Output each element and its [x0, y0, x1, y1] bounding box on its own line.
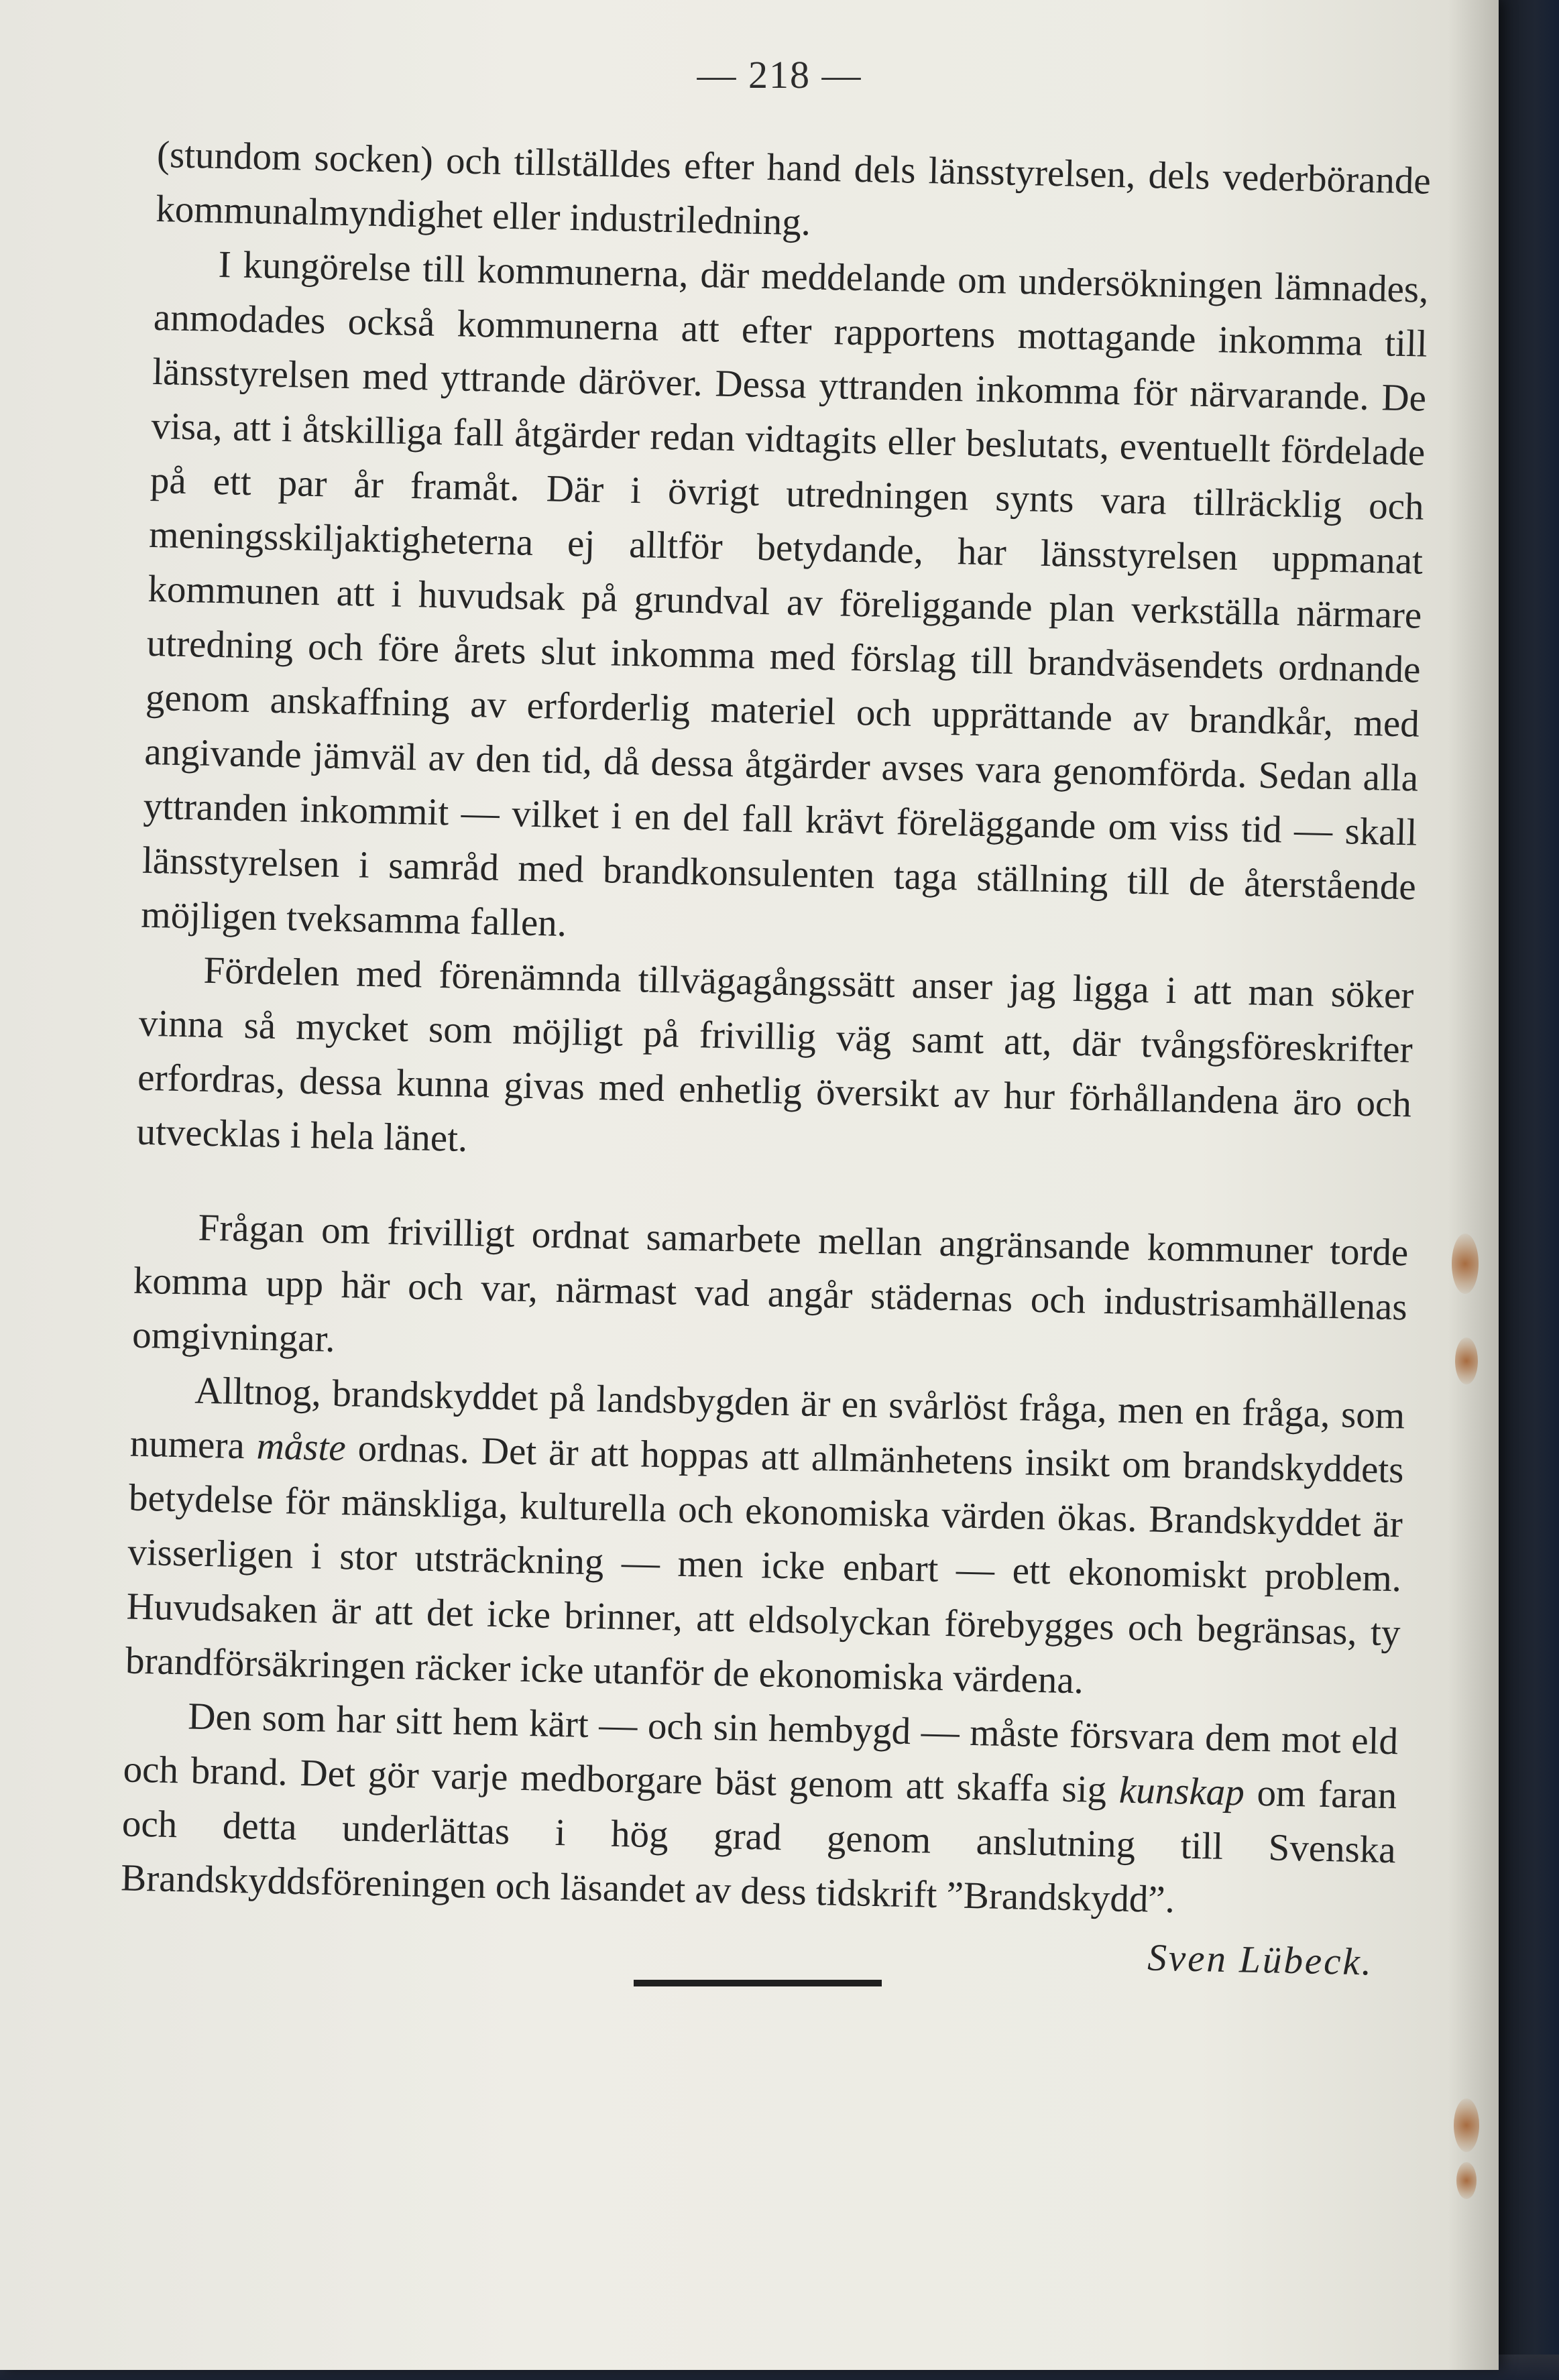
article-body: [119, 127, 1432, 1990]
paragraph-4: [131, 1199, 1409, 1389]
emphasis-text: måste: [256, 1425, 347, 1470]
paragraph-text: I kungörelse till kommunerna, där meddelande om undersökningen lämnades, anmodades också kommunerna att efter rapportens mottagande inkomma till länsstyrelsen med yttrande däröver. Dessa yttranden inkomma för närvarande. De visa, att i åtskilliga fall åtgärder redan vidtagits eller beslutats, eventuellt fördelade på ett par år framåt. Där i övrigt utredningen synts vara tillräcklig och meningsskiljaktigheterna ej alltför betydande, har länsstyrelsen uppmanat kommunen att i huvudsak på grundval av föreliggande plan verkställa närmare utredning och före årets slut inkomma med förslag till brandväsendets ordnande genom anskaffning av erforderlig materiel och upprättande av brandkår, med angivande jämväl av den tid, då dessa åtgärder avses vara genomförda. Sedan alla yttranden inkommit — vilket i en del fall krävt föreläggande om viss tid — skall länsstyrelsen i samråd med brandkonsulenten taga ställning till de återstående möjligen tveksamma fallen.: [140, 243, 1430, 945]
paragraph-text: ordnas. Det är att hoppas att allmänhetens insikt om brandskyddets betydelse för mänskliga, kulturella och ekonomiska värden ökas. Brandskyddet är visserligen i stor utsträckning — men icke enbart — ett ekonomiskt problem. Huvudsaken är att det icke brinner, att eldsolyckan förebygges och begränsas, ty brandförsäkringen räcker icke utanför de ekonomiska värdena.: [125, 1427, 1405, 1702]
paper-stain: [1455, 1337, 1478, 1384]
paragraph-3: [136, 942, 1414, 1186]
paragraph-5: [125, 1362, 1405, 1715]
paper-stain: [1452, 1234, 1479, 1294]
emphasis-text: kunskap: [1118, 1769, 1245, 1814]
page-number: — 218 —: [697, 53, 862, 97]
author-signature: Sven Lübeck.: [1147, 1936, 1374, 1984]
paper-stain: [1454, 2098, 1479, 2152]
paragraph-text: (stundom socken) och tillställdes efter hand dels länsstyrelsen, dels vederbörande kommunalmyndighet eller industriledning.: [155, 133, 1432, 244]
book-edge: [1499, 0, 1559, 2380]
end-rule: [634, 1980, 882, 1986]
paragraph-text: Frågan om frivilligt ordnat samarbete mellan angränsande kommuner torde komma upp här och var, närmast vad angår städernas och industrisamhällenas omgivningar.: [131, 1206, 1409, 1360]
paragraph-text: om faran och detta underlättas i hög grad genom anslutning till Svenska Brandskyddsföreningen och läsandet av dess tidskrift ”Brandskydd”.: [120, 1771, 1397, 1921]
paragraph-text: Alltnog, brandskyddet på landsbygden är en svårlöst fråga, men en fråga, som numera: [129, 1369, 1405, 1468]
paragraph-2: [141, 236, 1430, 969]
page-fold-shadow: [1448, 0, 1499, 2370]
paragraph-text: Den som har sitt hem kärt — och sin hembygd — måste försvara dem mot eld och brand. Det gör varje medborgare bäst genom att skaffa sig: [123, 1695, 1399, 1811]
paragraph-text: Fördelen med förenämnda tillvägagångssätt anser jag ligga i att man söker vinna så mycket som möjligt på frivillig väg samt att, där tvångsföreskrifter erfordras, dessa kunna givas med enhetlig översikt av hur förhållandena äro och utvecklas i hela länet.: [135, 949, 1414, 1161]
paragraph-6: [120, 1687, 1398, 1931]
paper-stain: [1456, 2162, 1477, 2199]
